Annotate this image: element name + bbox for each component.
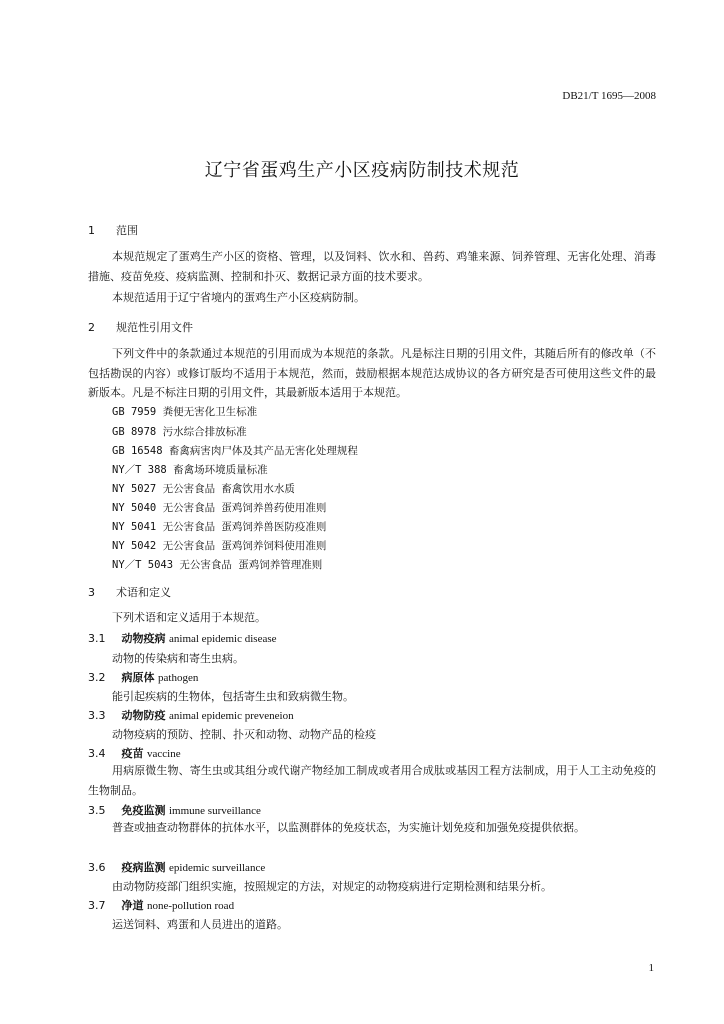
term-heading — [88, 859, 265, 875]
term-definition: 用病原微生物、寄生虫或其组分或代谢产物经加工制成或者用合成肽或基因工程方法制成，用于人工主动免疫的生物制品。 — [88, 764, 656, 797]
term-number: 3.5 — [88, 804, 106, 817]
reference-item: NY 5042 无公害食品 蛋鸡饲养饲料使用准则 — [112, 540, 327, 552]
term-english: animal epidemic disease — [169, 633, 277, 645]
term-definition: 动物的传染病和寄生虫病。 — [112, 652, 244, 665]
term-number: 3.6 — [88, 861, 106, 874]
standard-code: DB21/T 1695—2008 — [562, 90, 656, 102]
section-title: 规范性引用文件 — [116, 321, 193, 334]
term-english: epidemic surveillance — [169, 862, 266, 874]
term-definition: 能引起疾病的生物体，包括寄生虫和致病微生物。 — [112, 690, 354, 703]
term-chinese: 动物疫病 — [121, 632, 166, 645]
term-number: 3.3 — [88, 709, 106, 722]
reference-item: NY／T 388 畜禽场环境质量标准 — [112, 464, 268, 476]
term-english: animal epidemic preveneion — [169, 710, 294, 722]
term-heading — [88, 707, 294, 723]
term-english: none-pollution road — [147, 900, 235, 912]
section-2-heading — [88, 319, 193, 335]
reference-item: NY 5041 无公害食品 蛋鸡饲养兽医防疫准则 — [112, 521, 327, 533]
reference-item: NY 5027 无公害食品 畜禽饮用水水质 — [112, 483, 295, 495]
section-number: 3 — [88, 586, 95, 599]
reference-item: NY 5040 无公害食品 蛋鸡饲养兽药使用准则 — [112, 502, 327, 514]
term-chinese: 动物防疫 — [121, 709, 166, 722]
term-chinese: 净道 — [121, 899, 144, 912]
term-chinese: 疫苗 — [121, 747, 144, 760]
term-definition: 普查或抽查动物群体的抗体水平，以监测群体的免疫状态，为实施计划免疫和加强免疫提供依据。 — [112, 821, 585, 834]
section-2-paragraph-1: 下列文件中的条款通过本规范的引用而成为本规范的条款。凡是标注日期的引用文件，其随后所有的修改单（不包括勘误的内容）或修订版均不适用于本规范，然而，鼓励根据本规范达成协议的各方研究是否可使用这些文件的最新版本。凡是不标注日期的引用文件，其最新版本适用于本规范。 — [88, 347, 656, 399]
term-heading — [88, 802, 261, 818]
term-chinese: 病原体 — [121, 671, 155, 684]
reference-item: NY／T 5043 无公害食品 蛋鸡饲养管理准则 — [112, 559, 323, 571]
term-number: 3.7 — [88, 899, 106, 912]
term-heading — [88, 745, 181, 761]
section-number: 1 — [88, 224, 95, 237]
reference-item: GB 7959 粪便无害化卫生标准 — [112, 406, 258, 418]
term-heading — [88, 897, 234, 913]
term-chinese: 疫病监测 — [121, 861, 166, 874]
term-english: pathogen — [158, 672, 199, 684]
term-number: 3.2 — [88, 671, 106, 684]
term-number: 3.4 — [88, 747, 106, 760]
term-heading — [88, 630, 277, 646]
section-1-heading — [88, 222, 138, 238]
term-definition: 动物疫病的预防、控制、扑灭和动物、动物产品的检疫 — [112, 728, 376, 741]
document-title: 辽宁省蛋鸡生产小区疫病防制技术规范 — [204, 160, 520, 181]
term-english: vaccine — [147, 748, 181, 760]
term-number: 3.1 — [88, 632, 106, 645]
section-title: 术语和定义 — [116, 586, 171, 599]
term-heading — [88, 669, 198, 685]
section-number: 2 — [88, 321, 95, 334]
reference-item: GB 16548 畜禽病害肉尸体及其产品无害化处理规程 — [112, 445, 358, 457]
page-number: 1 — [648, 962, 654, 974]
term-english: immune surveillance — [169, 805, 261, 817]
reference-item: GB 8978 污水综合排放标准 — [112, 426, 247, 438]
term-definition: 由动物防疫部门组织实施，按照规定的方法，对规定的动物疫病进行定期检测和结果分析。 — [112, 880, 552, 893]
section-3-heading — [88, 584, 171, 600]
section-1-paragraph-2: 本规范适用于辽宁省境内的蛋鸡生产小区疫病防制。 — [112, 291, 365, 304]
section-1-paragraph-1: 本规范规定了蛋鸡生产小区的资格、管理，以及饲料、饮水和、兽药、鸡雏来源、饲养管理、无害化处理、消毒措施、疫苗免疫、疫病监测、控制和扑灭、数据记录方面的技术要求。 — [88, 250, 656, 283]
section-3-intro: 下列术语和定义适用于本规范。 — [112, 611, 266, 624]
term-definition: 运送饲料、鸡蛋和人员进出的道路。 — [112, 918, 288, 931]
term-chinese: 免疫监测 — [121, 804, 166, 817]
section-title: 范围 — [116, 224, 138, 237]
